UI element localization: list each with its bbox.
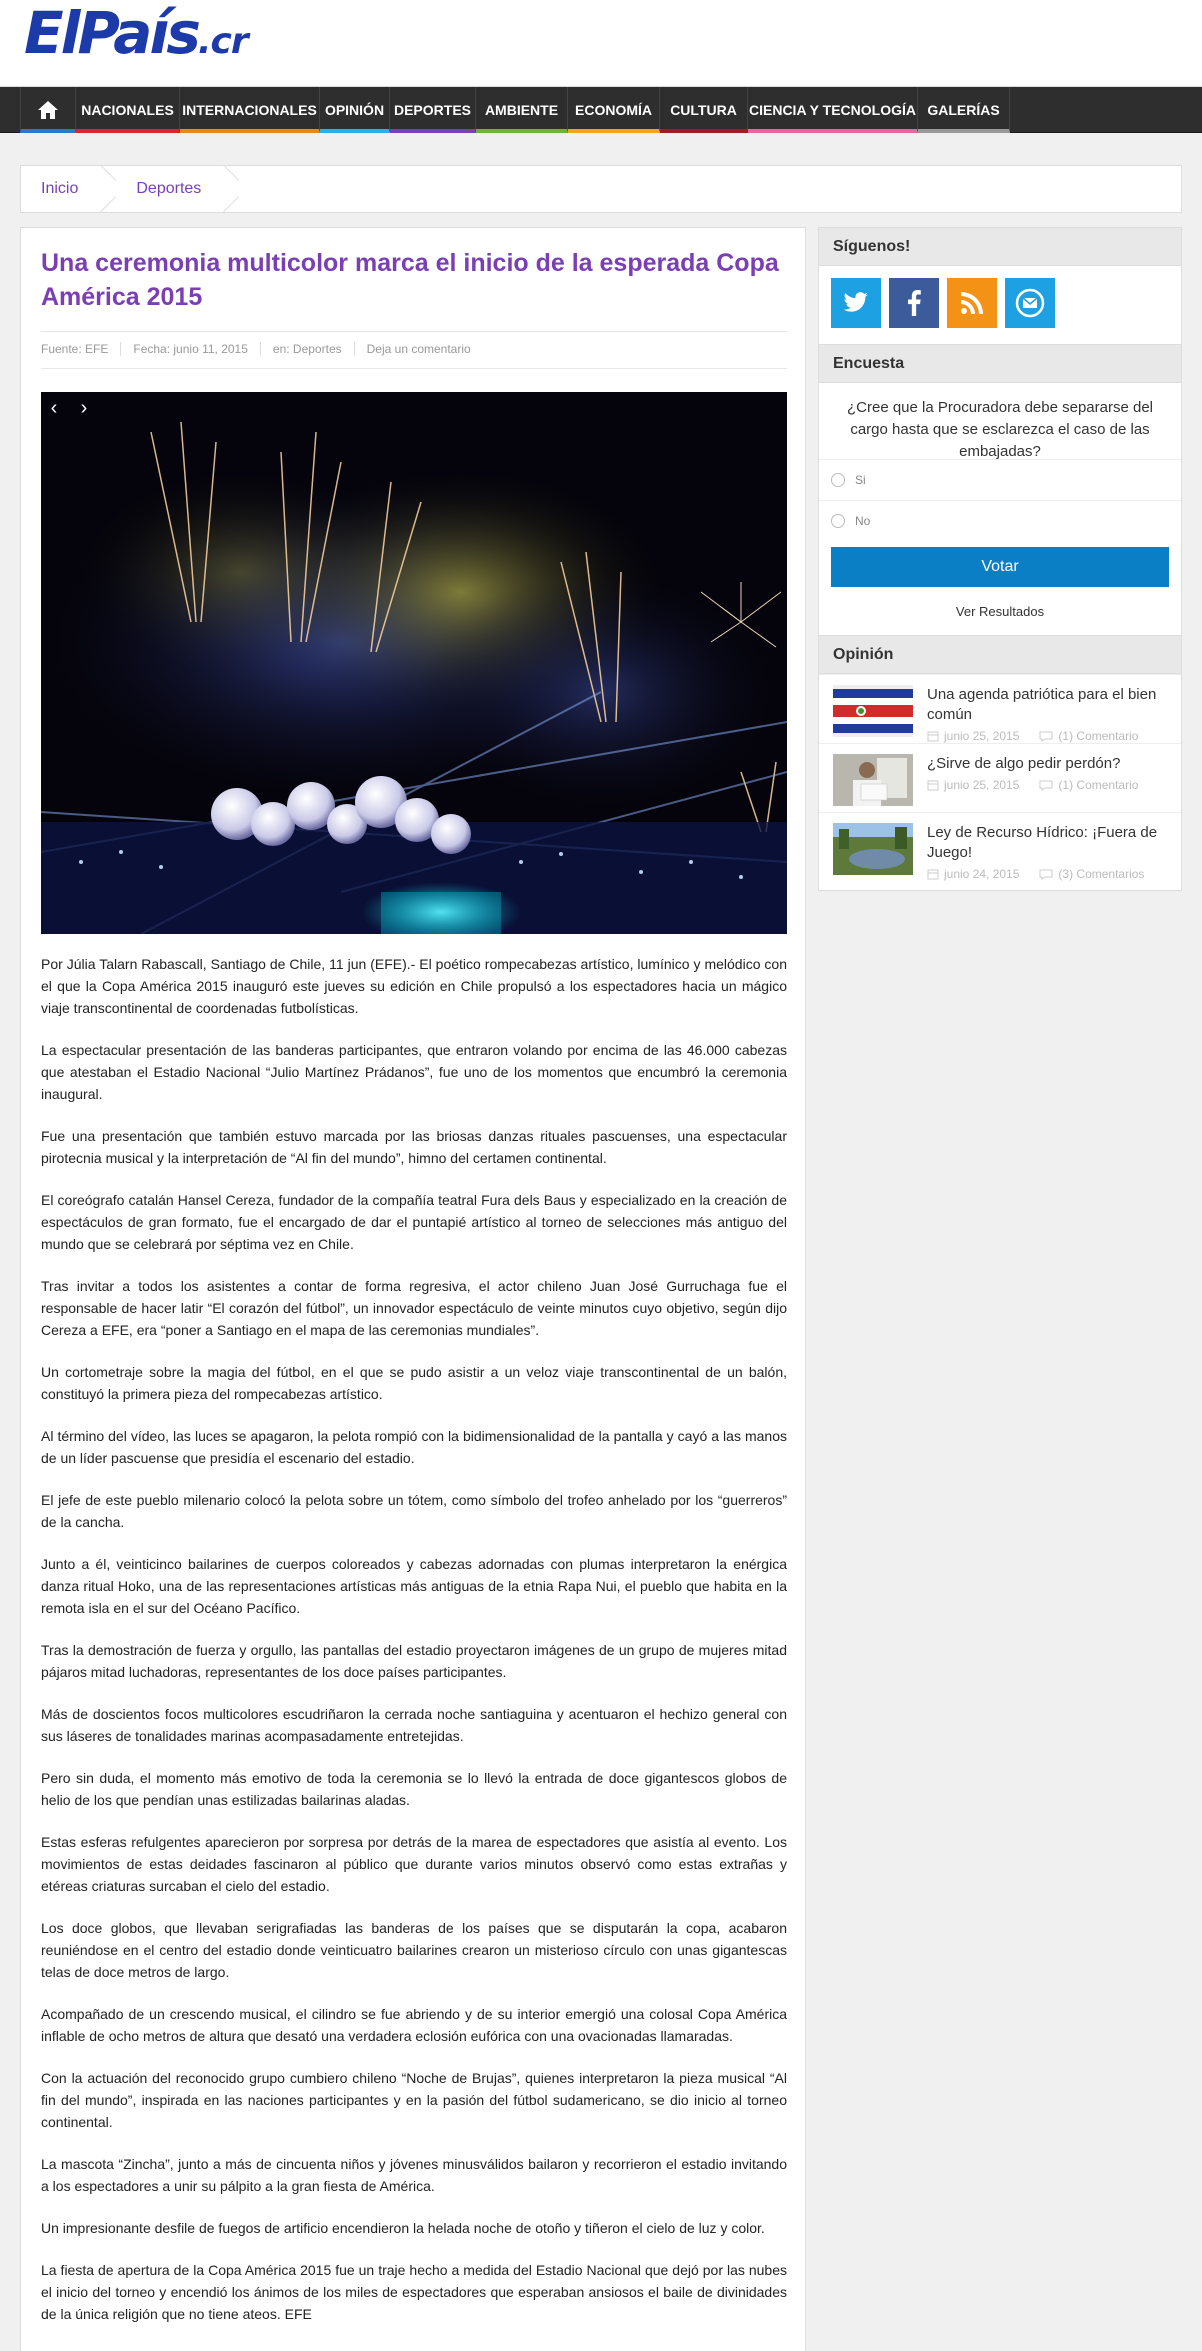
breadcrumb-separator [221,165,239,213]
follow-widget-title: Síguenos! [819,228,1181,266]
comment-icon [1039,779,1053,791]
header [0,0,1202,87]
view-results-link[interactable]: Ver Resultados [955,603,1045,619]
article-paragraph: Estas esferas refulgentes aparecieron por sorpresa por detrás de la marea de espectadores que asistía al evento. Los movimientos de estas deidades fascinaron al público que durante varios minutos observó como estas extrañas y etéreas criaturas surcaban el cielo del estadio. [41,1834,787,1894]
poll-option-si[interactable]: Si [819,459,1181,500]
opinion-comments-link[interactable]: (1) Comentario [1058,729,1139,743]
article-paragraph: Tras la demostración de fuerza y orgullo, las pantallas del estadio proyectaron imágenes de un grupo de mujeres mitad pájaros mitad luchadoras, representantes de los doce países participantes. [41,1642,787,1680]
article-paragraph: El coreógrafo catalán Hansel Cereza, fundador de la compañía teatral Fura dels Baus y especializado en la creación de espectáculos de gran formato, fue el encargado de dar el puntapié artístico al torneo de selecciones más antiguo del mundo que se celebrará por séptima vez en Chile. [41,1192,787,1252]
radio-button[interactable] [831,514,845,528]
meta-divider [41,368,787,369]
calendar-icon [927,868,939,880]
logo-suffix: .cr [197,21,248,62]
article-paragraph: Al término del vídeo, las luces se apagaron, la pelota rompió con la bidimensionalidad de la pantalla y cayó a las manos de un líder pascuense que presidía el escenario del estadio. [41,1428,787,1466]
opinion-comments-link[interactable]: (1) Comentario [1058,778,1139,792]
nav-home-button[interactable] [20,87,76,133]
opinion-title-link[interactable]: ¿Sirve de algo pedir perdón? [927,755,1121,772]
article-paragraph: La fiesta de apertura de la Copa América 2015 fue un traje hecho a medida del Estadio Nacional que dejó por las nubes el inicio del torneo y encendió los ánimos de los miles de espectadores que esperaban ansiosos el baile de divinidades de la única religión que no tiene ateos. EFE [41,2262,787,2322]
slider-prev-arrow[interactable]: ‹ [50,397,58,419]
rss-icon [960,291,984,315]
article [20,227,806,2351]
poll-option-no[interactable]: No [819,500,1181,541]
follow-widget [818,227,1182,345]
email-button[interactable] [1005,278,1055,328]
email-icon [1015,288,1045,318]
twitter-icon [843,292,869,314]
article-paragraph: Por Júlia Talarn Rabascall, Santiago de Chile, 11 jun (EFE).- El poético rompecabezas artístico, lumínico y melódico con el que la Copa América 2015 inauguró este jueves su edición en Chile propulsó a los espectadores hacia un mágico viaje transcontinental de coordenadas futbolísticas. [41,956,787,1016]
opinion-thumbnail-person[interactable] [833,754,913,806]
opinion-title-link[interactable]: Ley de Recurso Hídrico: ¡Fuera de Juego! [927,824,1158,861]
opinion-widget [818,636,1182,891]
calendar-icon [927,730,939,742]
opinion-item[interactable] [819,743,1181,812]
article-category-link[interactable]: en: Deportes [260,342,354,356]
radio-button[interactable] [831,473,845,487]
article-paragraph: Los doce globos, que llevaban serigrafiadas las banderas de los países que se disputarán la copa, acabaron reuniéndose en el centro del estadio donde veinticuatro bailarines crearon un misterioso círculo con unas gigantescas telas de doce metros de largo. [41,1920,787,1980]
poll-question: ¿Cree que la Procuradora debe separarse del cargo hasta que se esclarezca el caso de las embajadas? [846,399,1153,460]
article-paragraph: Más de doscientos focos multicolores escudriñaron la cerrada noche santiaguina y acentuaron el hechizo general con sus láseres de tonalidades marinas acompasadamente entretejidas. [41,1706,787,1744]
opinion-meta: junio 24, 2015 (3) Comentarios [927,867,1144,881]
article-paragraph: El jefe de este pueblo milenario colocó la pelota sobre un tótem, como símbolo del trofeo anhelado por los “guerreros” de la cancha. [41,1492,787,1530]
article-body [41,953,787,2345]
opinion-meta: junio 25, 2015 (1) Comentario [927,778,1138,792]
poll-widget-title: Encuesta [819,345,1181,383]
article-paragraph: Junto a él, veinticinco bailarines de cuerpos coloreados y cabezas adornadas con plumas interpretaron la enérgica danza ritual Hoko, una de las representaciones artísticas más antiguas de la etnia Rapa Nui, el pueblo que habita en la remota isla en el sur del Océano Pacífico. [41,1556,787,1616]
social-buttons [819,266,1181,344]
home-icon [37,100,59,120]
comment-icon [1039,730,1053,742]
nav-item-ciencia-tecnologia[interactable]: CIENCIA Y TECNOLOGÍA [748,87,918,133]
meta-divider [41,331,787,332]
nav-item-ambiente[interactable]: AMBIENTE [476,87,568,133]
opinion-comments-link[interactable]: (3) Comentarios [1058,867,1145,881]
sidebar [818,227,1182,891]
rss-button[interactable] [947,278,997,328]
opinion-thumbnail-river[interactable] [833,823,913,875]
site-logo[interactable] [24,0,248,71]
nav-item-opinion[interactable]: OPINIÓN [320,87,390,133]
fireworks-photo [41,392,787,934]
nav-item-nacionales[interactable]: NACIONALES [76,87,180,133]
main-nav [0,87,1202,133]
facebook-button[interactable] [889,278,939,328]
article-paragraph: Pero sin duda, el momento más emotivo de toda la ceremonia se lo llevó la entrada de doce gigantescos globos de helio de los que pendían unas estilizadas bailarinas aladas. [41,1770,787,1808]
article-paragraph: Un impresionante desfile de fuegos de artificio encendieron la helada noche de otoño y tiñeron el cielo de luz y color. [41,2220,765,2236]
opinion-title-link[interactable]: Una agenda patriótica para el bien común [927,686,1157,723]
nav-item-economia[interactable]: ECONOMÍA [568,87,660,133]
opinion-thumbnail-costa-rica-flag[interactable] [833,685,913,737]
article-paragraph: Tras invitar a todos los asistentes a contar de forma regresiva, el actor chileno Juan José Gurruchaga fue el responsable de hacer latir “El corazón del fútbol”, un innovador espectáculo de veinte minutos cuyo objetivo, según dijo Cereza a EFE, era “poner a Santiago en el mapa de las ceremonias mundiales”. [41,1278,787,1338]
nav-item-internacionales[interactable]: INTERNACIONALES [180,87,320,133]
breadcrumb-home-link[interactable]: Inicio [41,180,79,197]
slider-next-arrow[interactable]: › [80,397,88,419]
vote-button[interactable]: Votar [831,547,1169,587]
article-title: Una ceremonia multicolor marca el inicio de la esperada Copa América 2015 [41,249,779,311]
facebook-icon [907,290,921,316]
twitter-button[interactable] [831,278,881,328]
logo-text: ElPaís [24,0,198,67]
nav-item-deportes[interactable]: DEPORTES [390,87,476,133]
opinion-item[interactable] [819,812,1181,890]
article-paragraph: Acompañado de un crescendo musical, el cilindro se fue abriendo y de su interior emergió una colosal Copa América inflable de ocho metros de altura que desató una verdadera eclosión eufórica con una ovacionadas llamaradas. [41,2006,787,2044]
calendar-icon [927,779,939,791]
poll-widget [818,345,1182,636]
article-source: Fuente: EFE [41,342,109,356]
nav-item-cultura[interactable]: CULTURA [660,87,748,133]
article-paragraph: La mascota “Zincha”, junto a más de cincuenta niños y jóvenes minusválidos bailaron y recorrieron el estadio invitando a los espectadores a unir su pálpito a la gran fiesta de América. [41,2156,787,2194]
image-slider [41,392,787,934]
opinion-item[interactable] [819,674,1181,743]
comment-icon [1039,868,1053,880]
breadcrumb-section-link[interactable]: Deportes [136,180,202,197]
nav-item-galerias[interactable]: GALERÍAS [918,87,1010,133]
opinion-widget-title: Opinión [819,636,1181,674]
article-paragraph: La espectacular presentación de las banderas participantes, que entraron volando por encima de las 46.000 cabezas que atestaban el Estadio Nacional “Julio Martínez Prádanos”, fue uno de los momentos que encumbró la ceremonia inaugural. [41,1042,787,1102]
article-paragraph: Con la actuación del reconocido grupo cumbiero chileno “Noche de Brujas”, quienes interpretaron la pieza musical “Al fin del mundo”, inspirada en las naciones participantes y en la pasión del fútbol sudamericano, se dio inicio al torneo continental. [41,2070,787,2130]
article-date: Fecha: junio 11, 2015 [120,342,260,356]
breadcrumb [20,165,1182,213]
article-paragraph: Fue una presentación que también estuvo marcada por las briosas danzas rituales pascuenses, una espectacular pirotecnia musical y la interpretación de “Al fin del mundo”, himno del certamen continental. [41,1128,787,1166]
article-comment-link[interactable]: Deja un comentario [354,342,483,356]
article-paragraph: Un cortometraje sobre la magia del fútbol, en el que se pudo asistir a un veloz viaje transcontinental de un balón, constituyó la primera pieza del rompecabezas artístico. [41,1364,787,1402]
article-meta [41,339,483,359]
opinion-meta: junio 25, 2015 (1) Comentario [927,729,1138,743]
breadcrumb-separator [98,165,116,213]
